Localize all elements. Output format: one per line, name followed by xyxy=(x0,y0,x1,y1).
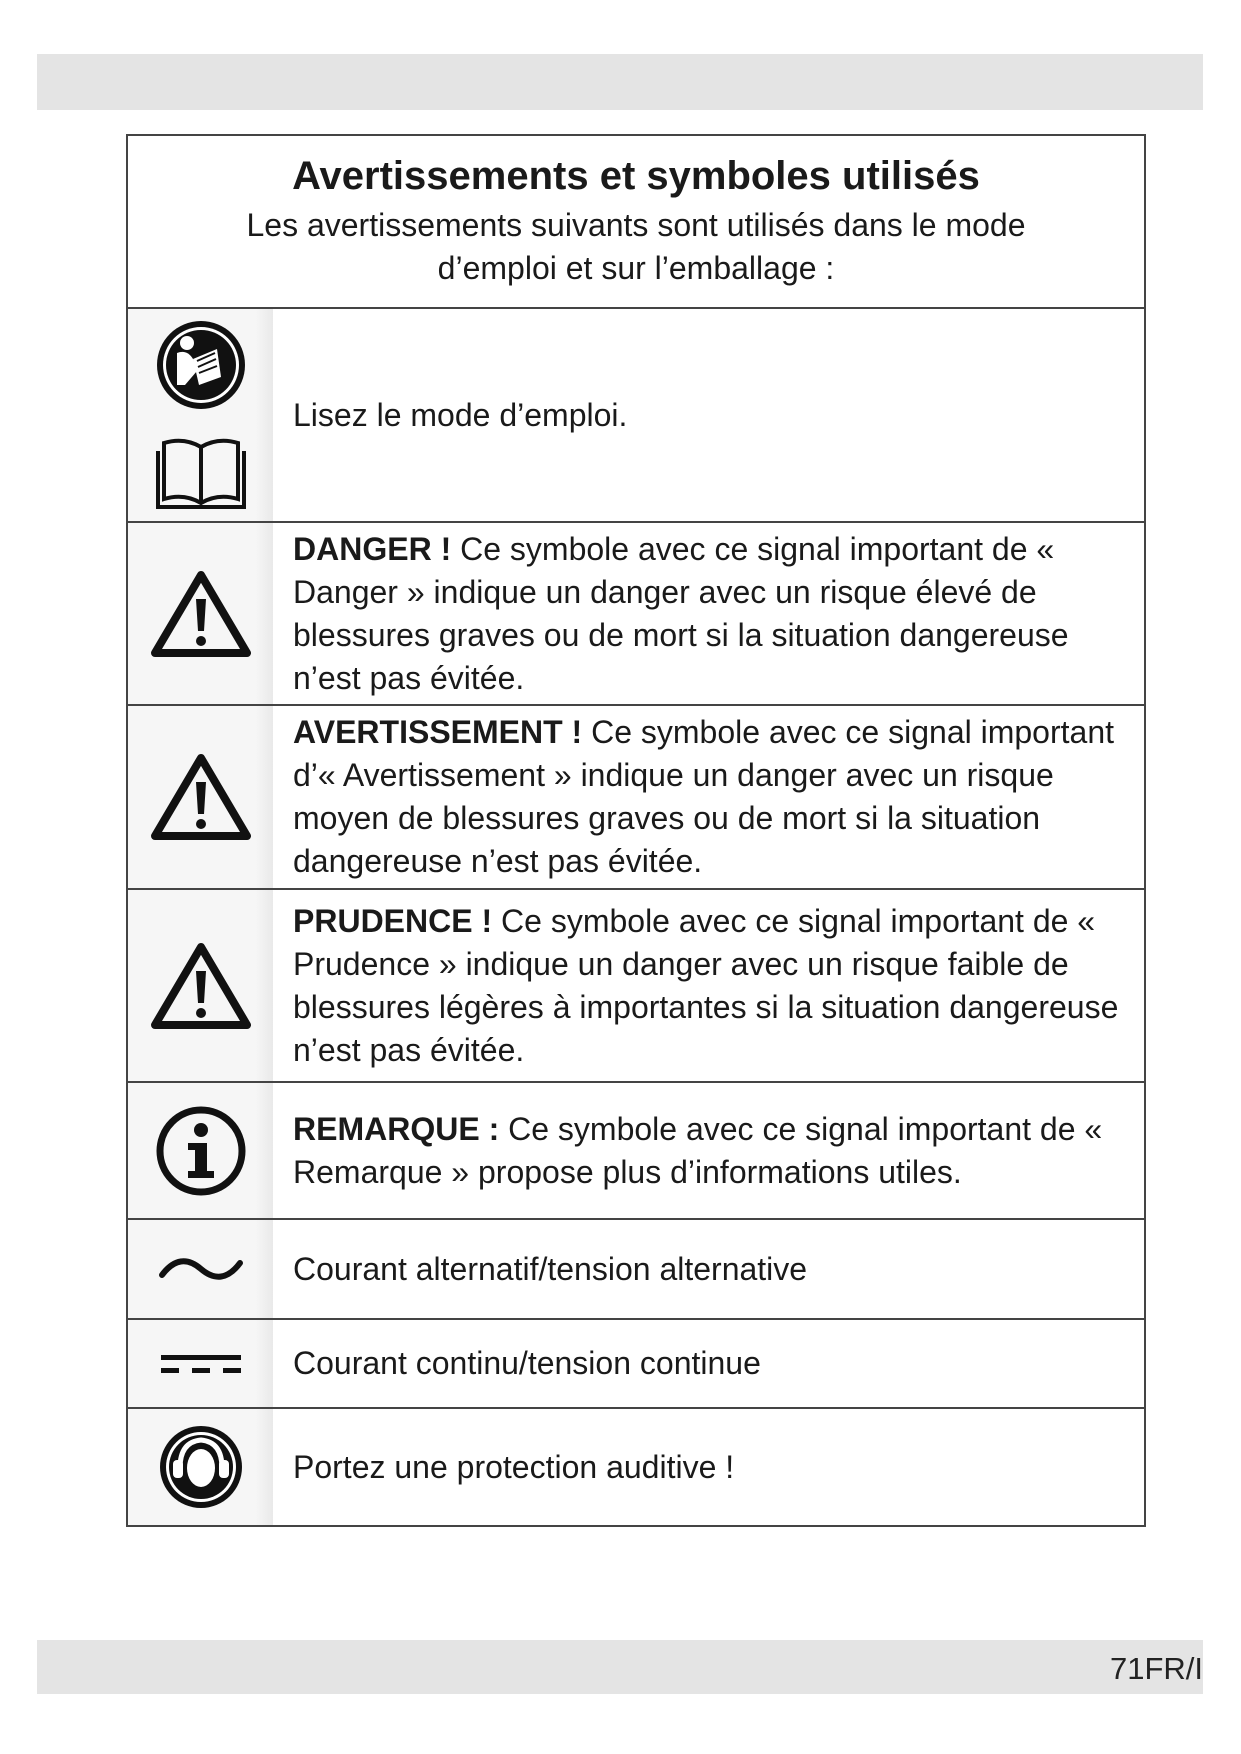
signal-word-note: REMARQUE : xyxy=(293,1110,500,1147)
icon-cell xyxy=(128,1220,273,1318)
signal-word-caution: PRUDENCE ! xyxy=(293,902,493,939)
symbol-row-danger xyxy=(128,523,1144,706)
row-text xyxy=(273,523,1144,704)
warning-triangle-icon xyxy=(149,569,253,659)
icon-cell xyxy=(128,309,273,521)
info-icon xyxy=(155,1105,247,1197)
row-description: Portez une protection auditive ! xyxy=(293,1448,735,1485)
icon-cell xyxy=(128,1083,273,1218)
warning-triangle-icon xyxy=(149,752,253,842)
row-text xyxy=(273,1083,1144,1218)
icon-cell xyxy=(128,706,273,888)
row-text xyxy=(273,1320,1144,1407)
table-header xyxy=(128,136,1144,309)
row-description: Ce symbole avec ce signal important de « Prudence » indique un danger avec un risque faible de blessures légères à importantes si la situation dangereuse n’est pas évitée. xyxy=(293,902,1119,1068)
row-description: Ce symbole avec ce signal important de « Remarque » propose plus d’informations utiles. xyxy=(293,1110,1103,1190)
symbol-row-caution xyxy=(128,890,1144,1083)
row-description: Courant continu/tension continue xyxy=(293,1345,761,1381)
read-manual-icon xyxy=(155,319,247,411)
row-text xyxy=(273,706,1144,888)
table-subtitle: Les avertissements suivants sont utilisés dans le mode d’emploi et sur l’emballage : xyxy=(246,207,1026,286)
symbol-row-alternating-current xyxy=(128,1220,1144,1320)
symbols-table xyxy=(126,134,1146,1527)
row-description: Ce symbole avec ce signal important de « Danger » indique un danger avec un risque élevé de blessures graves ou de mort si la situation dangereuse n’est pas évitée. xyxy=(293,530,1069,696)
bottom-band xyxy=(37,1640,1203,1694)
page-number: 71FR/I xyxy=(1109,1651,1203,1686)
row-text xyxy=(273,890,1144,1081)
symbol-row-hearing-protection xyxy=(128,1409,1144,1525)
direct-current-icon xyxy=(161,1353,241,1375)
icon-cell xyxy=(128,523,273,704)
table-title: Avertissements et symboles utilisés xyxy=(292,154,980,198)
signal-word-warning: AVERTISSEMENT ! xyxy=(293,714,583,750)
symbol-row-direct-current xyxy=(128,1320,1144,1409)
open-book-icon xyxy=(154,433,248,511)
symbol-row-warning xyxy=(128,706,1144,890)
alternating-current-icon xyxy=(158,1251,244,1287)
warning-triangle-icon xyxy=(149,941,253,1031)
icon-cell xyxy=(128,1320,273,1407)
top-band xyxy=(37,54,1203,110)
row-description: Courant alternatif/tension alternative xyxy=(293,1250,808,1287)
row-text xyxy=(273,1409,1144,1525)
icon-cell xyxy=(128,890,273,1081)
row-text xyxy=(273,309,1144,521)
signal-word-danger: DANGER ! xyxy=(293,530,452,567)
row-description: Lisez le mode d’emploi. xyxy=(293,396,628,433)
icon-cell xyxy=(128,1409,273,1525)
symbol-row-note xyxy=(128,1083,1144,1220)
symbol-row-read-manual xyxy=(128,309,1144,523)
row-description: Ce symbole avec ce signal important d’« Avertissement » indique un danger avec un risque moyen de blessures graves ou de mort si la situation dangereuse n’est pas évitée. xyxy=(293,714,1114,879)
row-text xyxy=(273,1220,1144,1318)
hearing-protection-icon xyxy=(158,1424,244,1510)
